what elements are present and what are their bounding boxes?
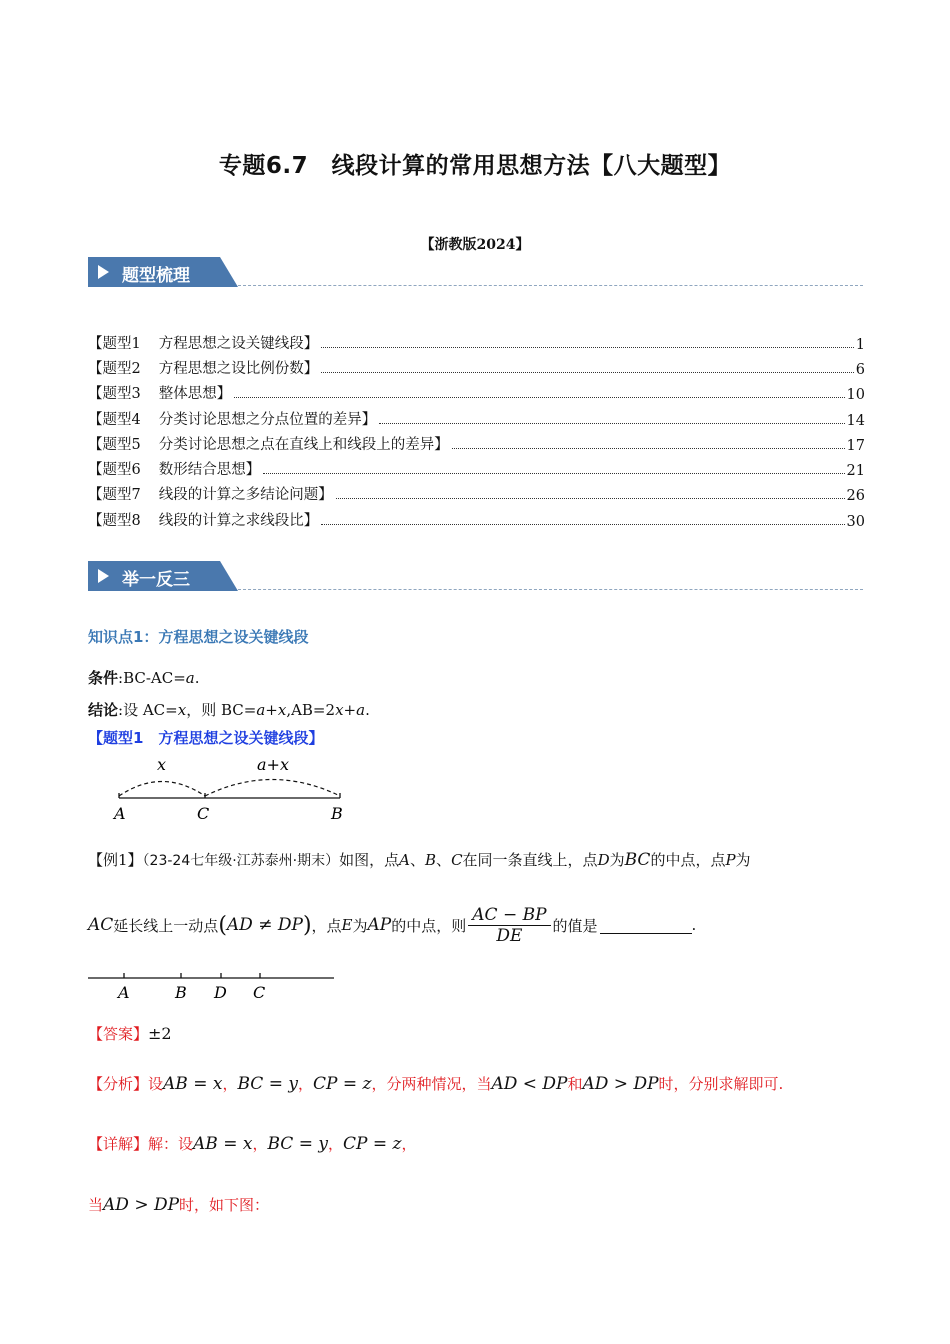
example-1-line-2: AC 延长线上一动点 ( AD ≠ DP ) ，点 E 为 AP 的中点，则 $\frac{AC - BP}{DE}$ 的值是 .: [88, 904, 697, 946]
point-c-label: C: [197, 804, 210, 823]
answer-line: 【答案】±2: [88, 1024, 172, 1043]
point-b-label: B: [175, 983, 187, 1002]
conclusion-line: 结论:设 AC=x，则 BC=a+x,AB=2x+a.: [88, 701, 370, 719]
point-a-label: A: [118, 983, 130, 1002]
toc-page: 26: [846, 488, 865, 504]
toc-item[interactable]: 【题型6 数形结合思想】 21: [88, 462, 865, 479]
toc-item[interactable]: 【题型3 整体思想】 10: [88, 386, 865, 403]
segment-figure-1: [100, 752, 360, 827]
type1-heading: 【题型1 方程思想之设关键线段】: [88, 729, 324, 747]
section-banner-types: [88, 257, 238, 287]
condition-line: 条件:BC-AC=a.: [88, 669, 200, 687]
toc-item[interactable]: 【题型5 分类讨论思想之点在直线上和线段上的差异】 17: [88, 437, 865, 454]
toc-page: 30: [846, 514, 865, 530]
section-banner-practice: [88, 561, 238, 591]
toc-item[interactable]: 【题型1 方程思想之设关键线段】 1: [88, 336, 865, 353]
answer-blank[interactable]: [600, 917, 692, 934]
label-x: x: [157, 755, 167, 774]
toc-page: 6: [855, 362, 865, 378]
page-title: 专题6.7 线段计算的常用思想方法【八大题型】: [218, 153, 732, 179]
toc-item[interactable]: 【题型8 线段的计算之求线段比】 30: [88, 513, 865, 530]
point-a-label: A: [114, 804, 126, 823]
detail-line: 【详解】解：设AB = x，BC = y，CP = z，: [88, 1134, 417, 1154]
toc-item[interactable]: 【题型4 分类讨论思想之分点位置的差异】 14: [88, 412, 865, 429]
section-title: 题型梳理: [122, 266, 190, 286]
example-1-line-1: 【例1】（23-24七年级·江苏泰州·期末）如图，点A、B、C在同一条直线上，点D为BC的中点，点P为: [88, 850, 751, 870]
segment-figure-2: [88, 970, 338, 1004]
analysis-line: 【分析】设AB = x，BC = y，CP = z，分两种情况，当AD < DP和AD > DP时，分别求解即可.: [88, 1074, 784, 1094]
point-c-label: C: [253, 983, 266, 1002]
toc-item[interactable]: 【题型7 线段的计算之多结论问题】 26: [88, 487, 865, 504]
point-b-label: B: [331, 804, 343, 823]
toc-page: 14: [846, 413, 865, 429]
case-line: 当AD > DP时，如下图：: [88, 1195, 270, 1215]
answer-value: ±2: [148, 1024, 172, 1043]
toc-page: 17: [846, 438, 865, 454]
toc-page: 1: [855, 337, 865, 353]
divider: [238, 589, 863, 590]
fraction: $\frac{AC - BP}{DE}$: [468, 905, 550, 946]
label-a-plus-x: a+x: [257, 755, 289, 774]
divider: [238, 285, 863, 286]
toc-page: 21: [846, 463, 865, 479]
knowledge-point-heading: 知识点1：方程思想之设关键线段: [88, 628, 309, 646]
edition-label: 【浙教版2024】: [420, 237, 530, 253]
point-d-label: D: [214, 983, 227, 1002]
toc-item[interactable]: 【题型2 方程思想之设比例份数】 6: [88, 361, 865, 378]
toc-page: 10: [846, 387, 865, 403]
section-title: 举一反三: [122, 570, 190, 590]
